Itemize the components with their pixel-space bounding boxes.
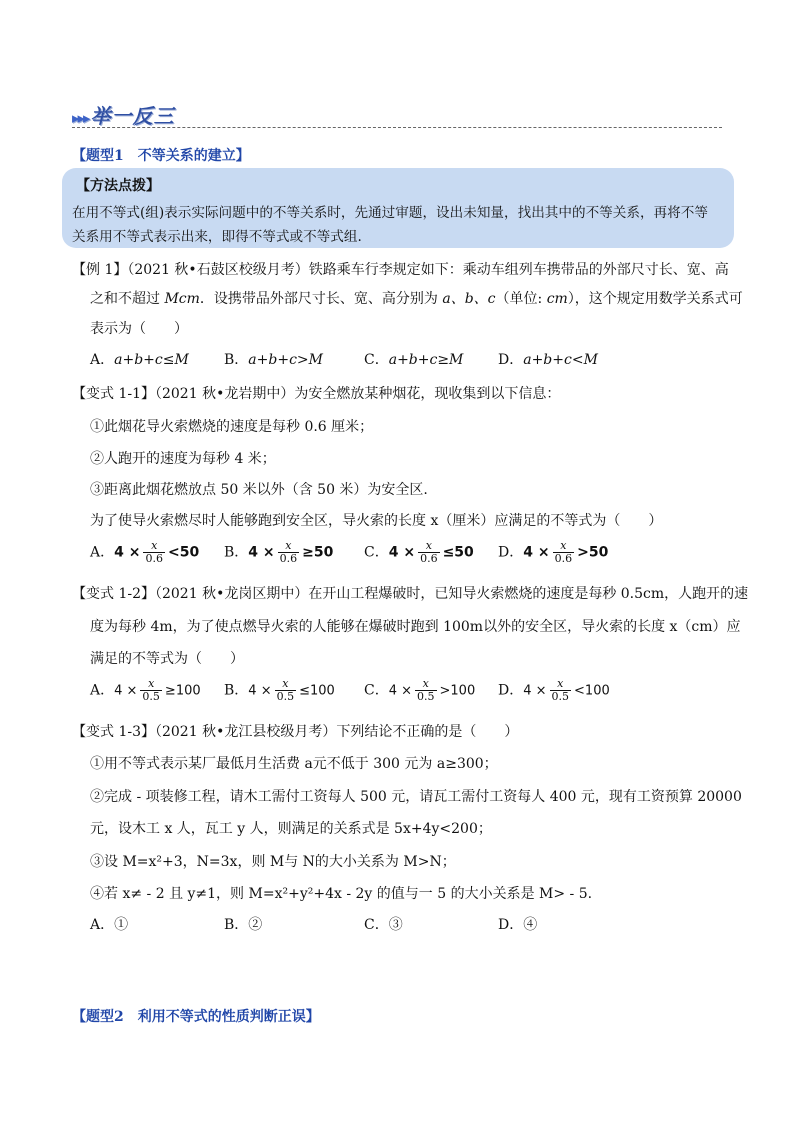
- variant11-option-d[interactable]: D．4 × $\frac{x}{0.6}$ >50: [498, 539, 609, 565]
- variant11-option-b[interactable]: B．4 × $\frac{x}{0.6}$ ≥50: [224, 539, 334, 565]
- variant13-option-b[interactable]: B．②: [224, 917, 263, 933]
- variant12-line-2: 度为每秒 4m，为了使点燃导火索的人能够在爆破时跑到 100m以外的安全区，导火索的长度 x（cm）应: [90, 619, 741, 635]
- example1-option-a[interactable]: A．a+b+c≤M: [90, 352, 189, 368]
- variant11-option-c[interactable]: C．4 × $\frac{x}{0.6}$ ≤50: [364, 539, 474, 565]
- example1-line-2: 之和不超过 Mcm．设携带品外部尺寸长、宽、高分别为 a、b、c（单位: cm），这个规定用数学关系式可: [90, 291, 743, 307]
- variant13-option-a[interactable]: A．①: [90, 917, 129, 933]
- type2-heading: 【题型2 利用不等式的性质判断正误】: [72, 1009, 320, 1025]
- variant13-item-2-line-1: ②完成 - 项装修工程，请木工需付工资每人 500 元，请瓦工需付工资每人 400 元，现有工资预算 20000: [90, 789, 742, 805]
- variant13-option-d[interactable]: D．④: [498, 917, 538, 933]
- variant13-item-3: ③设 M=x²+3，N=3x，则 M与 N的大小关系为 M>N；: [90, 854, 456, 870]
- variant13-option-c[interactable]: C．③: [364, 917, 403, 933]
- variant13-line-1: 【变式 1-3】（2021 秋•龙江县校级月考）下列结论不正确的是（ ）: [72, 724, 519, 740]
- variant13-item-2-line-2: 元，设木工 x 人，瓦工 y 人，则满足的关系式是 5x+4y<200；: [90, 821, 492, 837]
- triple-arrow-icon: ▸▸▸: [72, 109, 89, 127]
- example1-line-3: 表示为（ ）: [90, 321, 188, 337]
- example1-option-b[interactable]: B．a+b+c>M: [224, 352, 323, 368]
- variant13-item-4: ④若 x≠ - 2 且 y≠1，则 M=x²+y²+4x - 2y 的值与一 5 的大小关系是 M> - 5.: [90, 886, 593, 902]
- example1-option-c[interactable]: C．a+b+c≥M: [364, 352, 464, 368]
- variant11-info-3: ③距离此烟花燃放点 50 米以外（含 50 米）为安全区.: [90, 482, 428, 498]
- method-line-2: 关系用不等式表示出来，即得不等式或不等式组.: [72, 229, 362, 245]
- method-line-1: 在用不等式(组)表示实际问题中的不等关系时，先通过审题，设出未知量，找出其中的不等关系，再将不等: [72, 205, 708, 221]
- section-banner: [72, 100, 175, 129]
- variant13-item-1: ①用不等式表示某厂最低月生活费 a元不低于 300 元为 a≥300；: [90, 756, 498, 772]
- type1-heading: 【题型1 不等关系的建立】: [72, 148, 250, 164]
- variant12-option-a[interactable]: A．4 × $\frac{x}{0.5}$ ≥100: [90, 677, 201, 703]
- variant12-line-1: 【变式 1-2】（2021 秋•龙岗区期中）在开山工程爆破时，已知导火索燃烧的速度是每秒 0.5cm，人跑开的速: [72, 586, 749, 602]
- variant11-question: 为了使导火索燃尽时人能够跑到安全区，导火索的长度 x（厘米）应满足的不等式为（ ）: [90, 513, 663, 529]
- variant12-option-c[interactable]: C．4 × $\frac{x}{0.5}$ >100: [364, 677, 476, 703]
- example1-line-1: 【例 1】（2021 秋•石鼓区校级月考）铁路乘车行李规定如下：乘动车组列车携带品的外部尺寸长、宽、高: [72, 262, 729, 278]
- method-title: 【方法点拨】: [76, 178, 160, 194]
- variant11-info-1: ①此烟花导火索燃烧的速度是每秒 0.6 厘米；: [90, 419, 374, 435]
- variant11-option-a[interactable]: A．4 × $\frac{x}{0.6}$ <50: [90, 539, 200, 565]
- example1-option-d[interactable]: D．a+b+c<M: [498, 352, 598, 368]
- banner-title: 举一反三: [90, 104, 175, 128]
- variant12-line-3: 满足的不等式为（ ）: [90, 651, 244, 667]
- variant12-option-d[interactable]: D．4 × $\frac{x}{0.5}$ <100: [498, 677, 610, 703]
- variant11-info-2: ②人跑开的速度为每秒 4 米；: [90, 451, 276, 467]
- variant12-option-b[interactable]: B．4 × $\frac{x}{0.5}$ ≤100: [224, 677, 335, 703]
- dashed-divider: [72, 127, 722, 128]
- variant11-line-1: 【变式 1-1】（2021 秋•龙岩期中）为安全燃放某种烟花，现收集到以下信息：: [72, 386, 561, 402]
